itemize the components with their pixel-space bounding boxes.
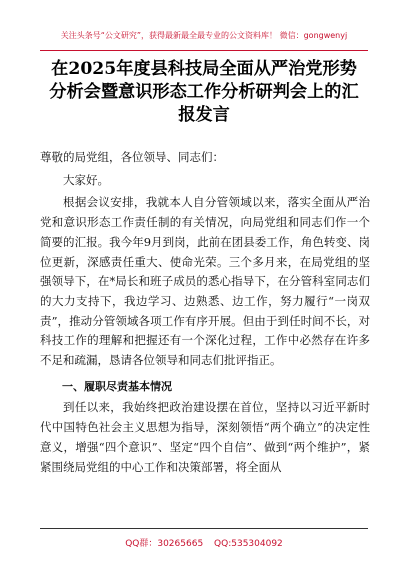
header-banner [40, 20, 368, 52]
footer-qq-group: QQ群：30265665 [125, 539, 204, 549]
section-paragraph: 到任以来，我始终把政治建设摆在首位，坚持以习近平新时代中国特色社会主义思想为指导，深刻领悟“两个确立”的决定性意义，增强“四个意识”、坚定“四个自信”、做到“两个维护”，紧紧围绕局党组的中心工作和决策部署，将全面从 [40, 400, 370, 474]
salutation: 尊敬的局党组，各位领导、同志们： [40, 150, 224, 164]
footer-contact [0, 538, 408, 550]
header-divider [40, 50, 368, 51]
footer-qq: QQ:535304092 [214, 539, 283, 549]
footer-divider [40, 528, 368, 529]
header-banner-text: 关注头条号“公文研究”，获得最新最全最专业的公文资料库！ 微信：gongwenyj [60, 31, 348, 40]
document-title: 在2025年度县科技局全面从严治党形势分析会暨意识形态工作分析研判会上的汇报发言 [49, 59, 359, 125]
body-paragraph: 根据会议安排，我就本人自分管领域以来，落实全面从严治党和意识形态工作责任制的有关情况，向局党组和同志们作一个简要的汇报。我今年9月到岗，此前在团县委工作，角色转变、岗位更新，深感责任重大、使命光荣。三个多月来，在局党组的坚强领导下，在*局长和班子成员的悉心指导下，在分管科室同志们的大力支持下，我边学习、边熟悉、边工作，努力履行“一岗双责”，推动分管领域各项工作有序开展。但由于到任时间不长，对科技工作的理解和把握还有一个深化过程，工作中必然存在许多不足和疏漏，恳请各位领导和同志们批评指正。 [40, 195, 370, 368]
greeting: 大家好。 [63, 172, 109, 187]
document-body [40, 148, 370, 477]
section-heading: 一、履职尽责基本情况 [62, 379, 172, 393]
